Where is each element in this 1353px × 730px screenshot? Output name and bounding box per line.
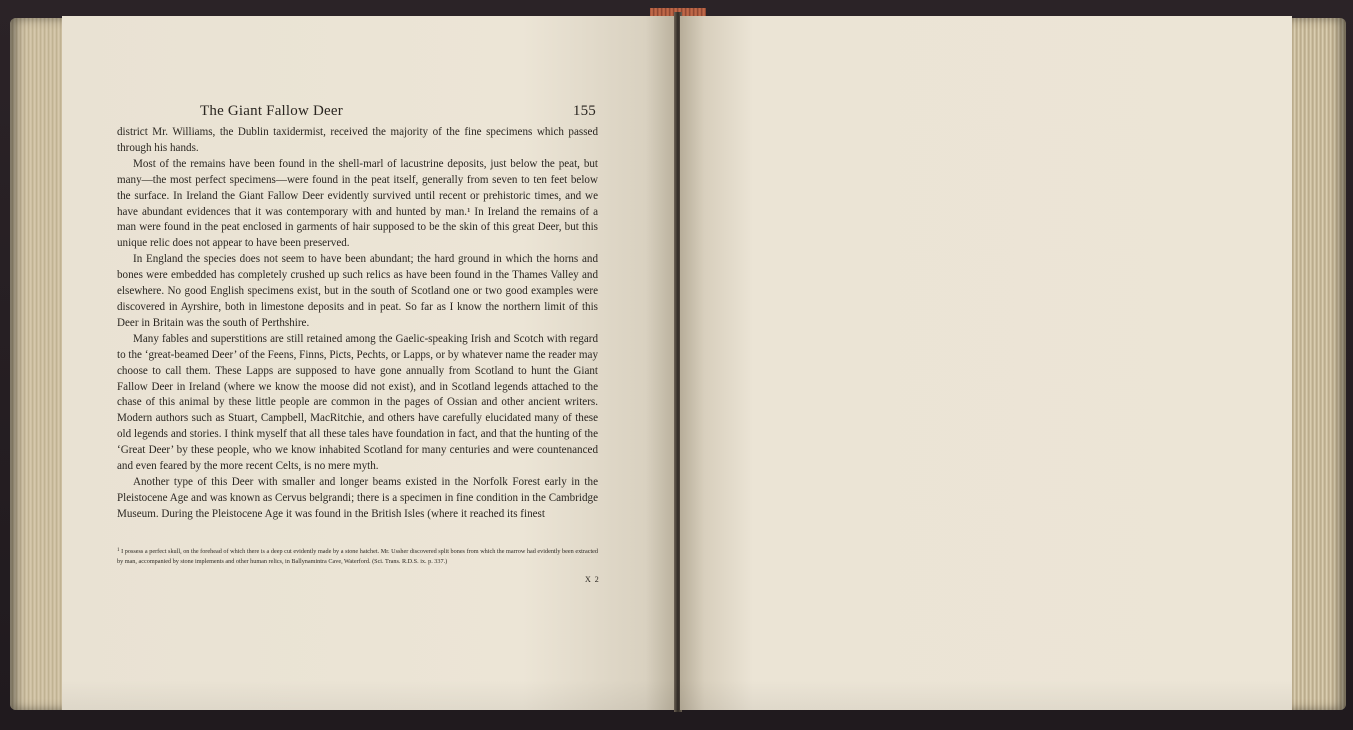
- right-page-edges: [1286, 18, 1346, 710]
- footnote: [117, 546, 598, 566]
- right-page: [680, 16, 1292, 710]
- paragraph-3: In England the species does not seem to have been abundant; the hard ground in which the horns and bones were embedded has completely crushed up such relics as have been found in the Thames Valley and elsewhere. No good English specimens exist, but in the south of Scotland one or two good examples were discovered in Ayrshire, both in limestone deposits and in peat. So far as I know the northern limit of this Deer in Britain was the south of Perthshire.: [117, 253, 598, 329]
- paragraph-4: Many fables and superstitions are still retained among the Gaelic-speaking Irish and Scotch with regard to the ‘great-beamed Deer’ of the Feens, Finns, Picts, Pechts, or Lapps, or by whatever name the reader may choose to call them. These Lapps are supposed to have gone annually from Scotland to hunt the Giant Fallow Deer in Ireland (where we know the moose did not exist), and in Scotland legends attached to the chase of this animal by these little people are common in the pages of Ossian and other ancient writers. Modern authors such as Stuart, Campbell, MacRitchie, and others have carefully elucidated many of these old legends and stories. I think myself that all these tales have foundation in fact, and that the hunting of the ‘Great Deer’ by these people, who we know inhabited Scotland for many centuries and were countenanced and even feared by the more recent Celts, is no mere myth.: [117, 332, 598, 473]
- body-text: [117, 125, 598, 523]
- paragraph-1: district Mr. Williams, the Dublin taxidermist, received the majority of the fine specimens which passed through his hands.: [117, 126, 598, 154]
- footnote-marker: 1: [117, 548, 120, 553]
- paragraph-5: Another type of this Deer with smaller and longer beams existed in the Norfolk Forest early in the Pleistocene Age and was known as Cervus belgrandi; there is a specimen in fine condition in the Cambridge Museum. During the Pleistocene Age it was found in the British Isles (where it reached its finest: [117, 475, 598, 520]
- footnote-text: I possess a perfect skull, on the forehead of which there is a deep cut evidently made by a stone hatchet. Mr. Ussher discovered split bones from which the marrow had evidently been extracted by man, accompanied by stone implements and other human relics, in Ballynamintra Cave, Waterford. (Sci. Trans. R.D.S. ix. p. 337.): [117, 548, 598, 565]
- page-number: 155: [572, 103, 596, 119]
- signature-mark: X 2: [585, 575, 600, 584]
- paragraph-2: Most of the remains have been found in the shell-marl of lacustrine deposits, just below the peat, but many—the most perfect specimens—were found in the peat itself, generally from seven to ten feet below the surface. In Ireland the Giant Fallow Deer evidently survived until recent or prehistoric times, and we have abundant evidences that it was contemporary with and hunted by man.¹ In Ireland the remains of a man were found in the peat enclosed in garments of hair supposed to be the skin of this great Deer, but this unique relic does not appear to have been preserved.: [117, 157, 598, 250]
- running-head-title: The Giant Fallow Deer: [200, 103, 343, 119]
